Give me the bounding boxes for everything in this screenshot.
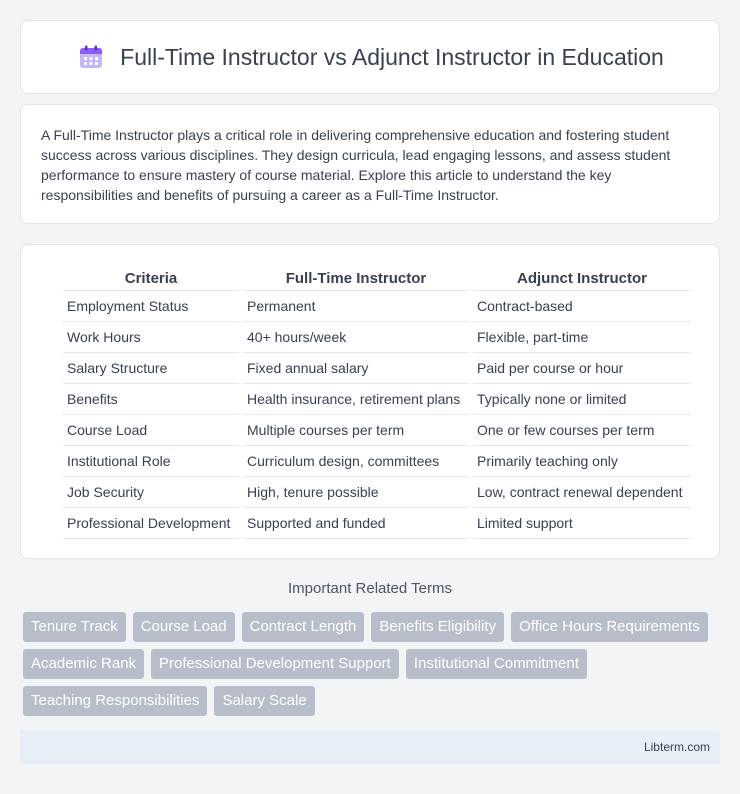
related-term-tag[interactable]: Salary Scale (214, 686, 314, 716)
table-cell: Job Security (63, 477, 239, 508)
table-header-row (63, 265, 691, 291)
related-terms-title: Important Related Terms (288, 580, 452, 597)
table-cell: Professional Development (63, 508, 239, 539)
related-term-tag[interactable]: Contract Length (242, 612, 365, 642)
related-term-tag[interactable]: Office Hours Requirements (511, 612, 708, 642)
table-row (63, 508, 691, 539)
table-cell: Typically none or limited (473, 384, 691, 415)
table-cell: One or few courses per term (473, 415, 691, 446)
table-cell: Employment Status (63, 291, 239, 322)
intro-card (20, 104, 720, 224)
table-cell: Work Hours (63, 322, 239, 353)
page-title: Full-Time Instructor vs Adjunct Instructor in Education (120, 43, 664, 70)
comparison-card (20, 244, 720, 559)
table-cell: High, tenure possible (243, 477, 469, 508)
table-cell: Course Load (63, 415, 239, 446)
table-cell: Low, contract renewal dependent (473, 477, 691, 508)
table-cell: Flexible, part-time (473, 322, 691, 353)
table-row (63, 477, 691, 508)
table-cell: Contract-based (473, 291, 691, 322)
table-cell: Benefits (63, 384, 239, 415)
table-row (63, 384, 691, 415)
table-cell: Multiple courses per term (243, 415, 469, 446)
footer (20, 730, 720, 764)
related-terms-list (23, 612, 723, 716)
table-cell: Institutional Role (63, 446, 239, 477)
table-cell: Supported and funded (243, 508, 469, 539)
table-row (63, 353, 691, 384)
table-cell: Limited support (473, 508, 691, 539)
comparison-table (59, 265, 695, 539)
table-cell: Salary Structure (63, 353, 239, 384)
related-term-tag[interactable]: Institutional Commitment (406, 649, 587, 679)
table-cell: 40+ hours/week (243, 322, 469, 353)
related-term-tag[interactable]: Course Load (133, 612, 235, 642)
table-row (63, 415, 691, 446)
table-cell: Health insurance, retirement plans (243, 384, 469, 415)
table-cell: Paid per course or hour (473, 353, 691, 384)
intro-paragraph: A Full-Time Instructor plays a critical role in delivering comprehensive education and fostering student success across various disciplines. They design curricula, lead engaging lessons, and assess student performance to ensure mastery of course material. Explore this article to understand the key responsibilities and benefits of pursuing a career as a Full-Time Instructor. (41, 127, 671, 203)
related-term-tag[interactable]: Tenure Track (23, 612, 126, 642)
header-card (20, 20, 720, 94)
column-header-criteria: Criteria (63, 265, 239, 291)
table-cell: Fixed annual salary (243, 353, 469, 384)
table-row (63, 446, 691, 477)
footer-brand-link[interactable]: Libterm.com (643, 740, 710, 754)
table-cell: Permanent (243, 291, 469, 322)
table-row (63, 291, 691, 322)
related-term-tag[interactable]: Professional Development Support (151, 649, 399, 679)
table-cell: Primarily teaching only (473, 446, 691, 477)
table-cell: Curriculum design, committees (243, 446, 469, 477)
calendar-icon (76, 42, 106, 72)
related-term-tag[interactable]: Benefits Eligibility (371, 612, 504, 642)
column-header-adjunct: Adjunct Instructor (473, 265, 691, 291)
related-term-tag[interactable]: Academic Rank (23, 649, 144, 679)
column-header-full-time: Full-Time Instructor (243, 265, 469, 291)
table-row (63, 322, 691, 353)
related-term-tag[interactable]: Teaching Responsibilities (23, 686, 207, 716)
